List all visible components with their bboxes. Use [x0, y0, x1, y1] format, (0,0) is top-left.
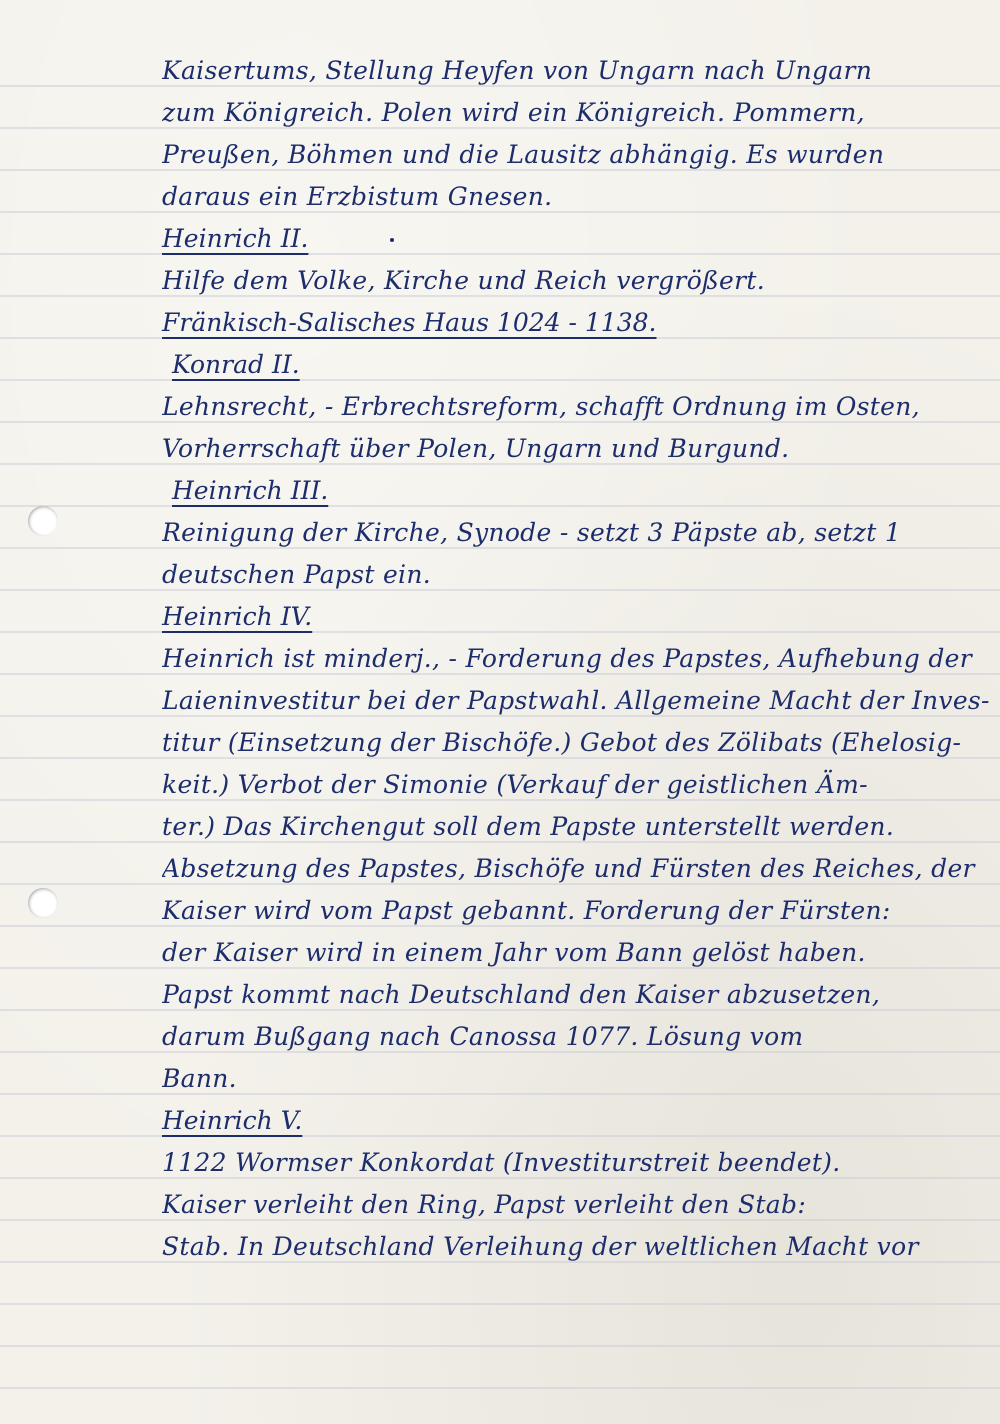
punch-hole-top — [28, 506, 58, 536]
text-line: keit.) Verbot der Simonie (Verkauf der geistlichen Äm- — [162, 770, 868, 799]
text-line: darum Bußgang nach Canossa 1077. Lösung vom — [162, 1022, 804, 1051]
text-line: ter.) Das Kirchengut soll dem Papste unterstellt werden. — [162, 812, 895, 841]
text-line: Kaisertums, Stellung Heyfen von Ungarn nach Ungarn — [162, 56, 873, 85]
text-line: Bann. — [162, 1064, 237, 1093]
text-line: Preußen, Böhmen und die Lausitz abhängig. Es wurden — [162, 140, 885, 169]
heading-text: Heinrich V. — [162, 1106, 303, 1135]
text-line: Laieninvestitur bei der Papstwahl. Allgemeine Macht der Inves- — [162, 686, 990, 715]
section-heading-heinrich-iv — [162, 596, 992, 638]
section-heading-heinrich-ii — [162, 218, 992, 260]
text-line: titur (Einsetzung der Bischöfe.) Gebot des Zölibats (Ehelosig- — [162, 728, 962, 757]
text-line: Stab. In Deutschland Verleihung der weltlichen Macht vor — [162, 1232, 919, 1261]
text-line: Lehnsrecht, - Erbrechtsreform, schafft Ordnung im Osten, — [162, 392, 920, 421]
section-heading-salian-house — [162, 302, 992, 344]
text-line: Kaiser verleiht den Ring, Papst verleiht den Stab: — [162, 1190, 807, 1219]
heading-text: Fränkisch-Salisches Haus 1024 - 1138. — [162, 308, 657, 337]
heading-text: Heinrich IV. — [162, 602, 313, 631]
section-heading-heinrich-iii — [162, 470, 992, 512]
handwritten-text — [162, 50, 992, 1268]
heading-text: Heinrich II. — [162, 224, 309, 253]
heading-text: Heinrich III. — [172, 476, 329, 505]
section-heading-konrad-ii — [162, 344, 992, 386]
text-line: 1122 Wormser Konkordat (Investiturstreit beendet). — [162, 1148, 841, 1177]
text-line: Vorherrschaft über Polen, Ungarn und Burgund. — [162, 434, 790, 463]
section-heading-heinrich-v — [162, 1100, 992, 1142]
text-line: Heinrich ist minderj., - Forderung des Papstes, Aufhebung der — [162, 644, 973, 673]
text-line: der Kaiser wird in einem Jahr vom Bann gelöst haben. — [162, 938, 866, 967]
punch-hole-bottom — [28, 888, 58, 918]
text-line: deutschen Papst ein. — [162, 560, 431, 589]
text-line: Hilfe dem Volke, Kirche und Reich vergrößert. — [162, 266, 765, 295]
text-line: zum Königreich. Polen wird ein Königreich. Pommern, — [162, 98, 865, 127]
text-line: Reinigung der Kirche, Synode - setzt 3 Päpste ab, setzt 1 — [162, 518, 902, 547]
text-line: daraus ein Erzbistum Gnesen. — [162, 182, 553, 211]
text-line: Absetzung des Papstes, Bischöfe und Fürsten des Reiches, der — [162, 854, 975, 883]
heading-text: Konrad II. — [172, 350, 300, 379]
text-line: Kaiser wird vom Papst gebannt. Forderung der Fürsten: — [162, 896, 891, 925]
text-line: Papst kommt nach Deutschland den Kaiser abzusetzen, — [162, 980, 881, 1009]
